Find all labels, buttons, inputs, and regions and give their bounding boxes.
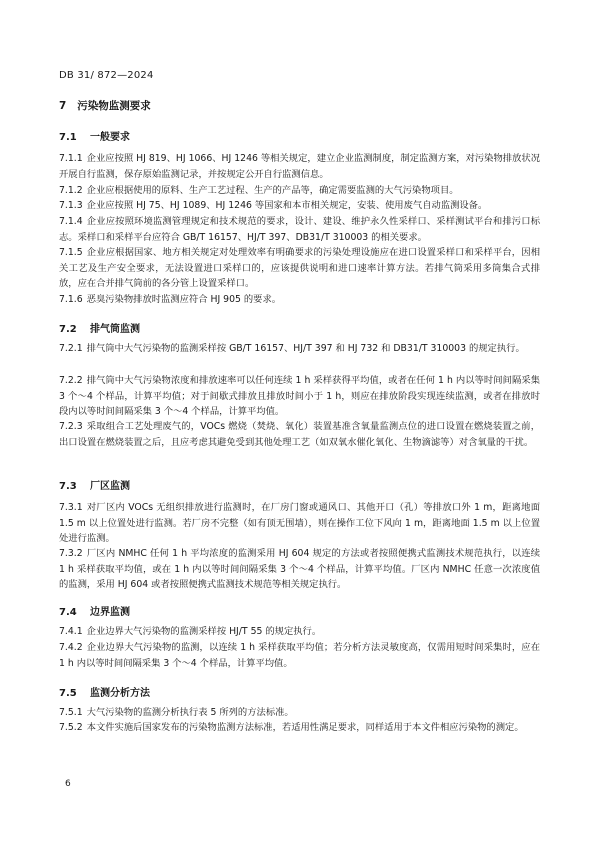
page-number: 6	[65, 779, 71, 789]
clause-7-1-4	[59, 214, 540, 245]
clause-number: 7.3.2	[59, 548, 83, 559]
section-title: 边界监测	[89, 607, 130, 618]
clause-7-2-2	[59, 373, 540, 420]
clause-number: 7.3.1	[59, 502, 83, 513]
section-title: 排气筒监测	[89, 324, 140, 335]
section-heading-7-1	[59, 128, 130, 143]
section-number: 7.3	[59, 481, 77, 492]
clause-text: 大气污染物的监测分析执行表 5 所列的方法标准。	[86, 707, 294, 718]
clause-7-1-2	[59, 183, 540, 199]
section-heading-7-5	[59, 684, 150, 699]
clause-text: 排气筒中大气污染物的监测采样按 GB/T 16157、HJ/T 397 和 HJ 732 和 DB31/T 310003 的规定执行。	[86, 343, 525, 354]
clause-text: 本文件实施后国家发布的污染物监测方法标准，若适用性满足要求，同样适用于本文件相应污染物的测定。	[86, 722, 524, 733]
clause-number: 7.1.5	[59, 247, 83, 258]
clause-number: 7.5.1	[59, 707, 83, 718]
section-title: 监测分析方法	[89, 688, 150, 699]
clause-number: 7.4.1	[59, 626, 83, 637]
clause-number: 7.2.2	[59, 375, 83, 386]
section-title: 一般要求	[89, 132, 130, 143]
clause-text: 排气筒中大气污染物浓度和排放速率可以任何连续 1 h 采样获得平均值，或者在任何 1 h 内以等时间间隔采集 3 个～4 个样品，计算平均值；对于间歇式排放且排放时间小于 1 h，则应在排放阶段实现连续监测，或者在排放时段内以等时间间隔采集 3 个～4 个样品，计算平均值。	[59, 375, 540, 418]
clause-number: 7.2.1	[59, 343, 83, 354]
chapter-title: 污染物监测要求	[77, 100, 151, 112]
section-number: 7.2	[59, 324, 77, 335]
section-number: 7.4	[59, 607, 77, 618]
clause-7-2-1	[59, 341, 540, 357]
clause-text: 企业应按照 HJ 819、HJ 1066、HJ 1246 等相关规定，建立企业监测制度，制定监测方案，对污染物排放状况开展自行监测，保存原始监测记录，并按规定公开自行监测信息。	[59, 153, 540, 180]
clause-number: 7.5.2	[59, 722, 83, 733]
clause-number: 7.2.3	[59, 421, 83, 432]
clause-number: 7.1.6	[59, 294, 83, 305]
clause-text: 企业应根据使用的原料、生产工艺过程、生产的产品等，确定需要监测的大气污染物项目。	[86, 185, 459, 196]
clause-text: 对厂区内 VOCs 无组织排放进行监测时，在厂房门窗或通风口、其他开口（孔）等排放口外 1 m，距离地面 1.5 m 以上位置处进行监测。若厂房不完整（如有顶无围墙），则在操作工位下风向 1 m，距离地面 1.5 m 以上位置处进行监测。	[59, 502, 540, 545]
section-number: 7.5	[59, 688, 77, 699]
clause-text: 企业应按照 HJ 75、HJ 1089、HJ 1246 等国家和本市相关规定，安装、使用废气自动监测设备。	[86, 200, 488, 211]
chapter-heading	[59, 98, 151, 113]
clause-text: 企业边界大气污染物的监测采样按 HJ/T 55 的规定执行。	[86, 626, 322, 637]
clause-text: 厂区内 NMHC 任何 1 h 平均浓度的监测采用 HJ 604 规定的方法或者按照便携式监测技术规范执行，以连续 1 h 采样获取平均值，或在 1 h 内以等时间间隔采集 3 个～4 个样品，计算平均值。厂区内 NMHC 任意一次浓度值的监测，采用 HJ 604 或者按照便携式监测技术规范等相关规定执行。	[59, 548, 540, 591]
section-heading-7-4	[59, 603, 130, 618]
clause-text: 企业应根据国家、地方相关规定对处理效率有明确要求的污染处理设施应在进口设置采样口和采样平台，因相关工艺及生产安全要求，无法设置进口采样口的，应该提供说明和进口速率计算方法。若排气筒采用多筒集合式排放，应在合并排气筒前的各分管上设置采样口。	[59, 247, 540, 290]
section-title: 厂区监测	[89, 481, 130, 492]
clause-7-3-1	[59, 500, 540, 547]
section-heading-7-2	[59, 320, 140, 335]
clause-7-5-2	[59, 720, 540, 736]
clause-number: 7.1.3	[59, 200, 83, 211]
clause-7-4-2	[59, 640, 540, 671]
clause-7-1-3	[59, 198, 540, 214]
clause-text: 企业应按照环境监测管理规定和技术规范的要求，设计、建设、维护永久性采样口、采样测试平台和排污口标志。采样口和采样平台应符合 GB/T 16157、HJ/T 397、DB31/T 310003 的相关要求。	[59, 216, 540, 243]
clause-7-3-2	[59, 546, 540, 593]
clause-text: 恶臭污染物排放时监测应符合 HJ 905 的要求。	[86, 294, 282, 305]
section-heading-7-3	[59, 477, 130, 492]
clause-7-1-5	[59, 245, 540, 292]
clause-7-1-1	[59, 151, 540, 182]
clause-number: 7.1.2	[59, 185, 83, 196]
clause-7-4-1	[59, 624, 540, 640]
clause-7-5-1	[59, 705, 540, 721]
clause-number: 7.1.1	[59, 153, 83, 164]
chapter-number: 7	[59, 100, 67, 112]
clause-7-2-3	[59, 419, 540, 450]
clause-text: 采取组合工艺处理废气的，VOCs 燃烧（焚烧、氧化）装置基准含氧量监测点位的进口设置在燃烧装置之前，出口设置在燃烧装置之后，且应考虑其避免受到其他处理工艺（如双氧水催化氧化、生物滴滤等）对含氧量的干扰。	[59, 421, 540, 448]
clause-number: 7.4.2	[59, 642, 83, 653]
clause-7-1-6	[59, 292, 540, 308]
clause-number: 7.1.4	[59, 216, 83, 227]
section-number: 7.1	[59, 132, 77, 143]
clause-text: 企业边界大气污染物的监测，以连续 1 h 采样获取平均值；若分析方法灵敏度高，仅需用短时间采集时，应在 1 h 内以等时间间隔采集 3 个～4 个样品，计算平均值。	[59, 642, 540, 669]
standard-code: DB 31/ 872—2024	[59, 70, 154, 81]
